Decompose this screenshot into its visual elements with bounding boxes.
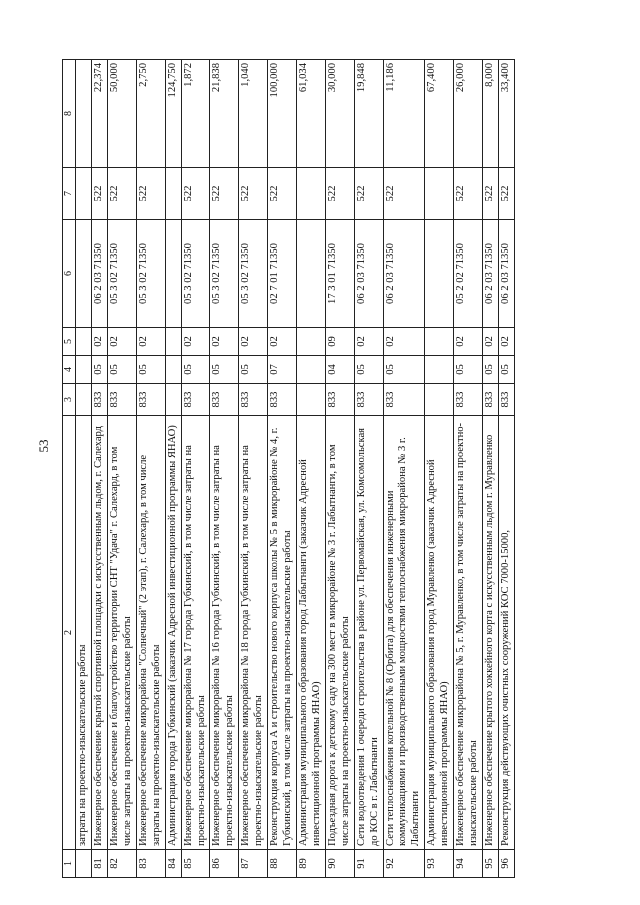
item-name-cell: Инженерное обеспечение микрорайона № 16 города Губкинский, в том числе затраты на проектно-изыскательские работы [210,416,239,850]
ministry-code-cell: 833 [483,384,499,416]
target-article-cell: 05 2 02 71350 [454,220,483,328]
subsection-code-cell [297,328,326,356]
row-number-cell: 94 [454,850,483,878]
header-cell: 1 [63,850,76,878]
amount-cell: 26,000 [454,60,483,168]
expense-type-cell [297,168,326,220]
amount-cell: 22,374 [92,60,108,168]
header-cell: 8 [63,60,76,168]
subsection-code-cell [425,328,454,356]
row-number-cell: 84 [165,850,181,878]
expense-type-cell: 522 [498,168,514,220]
ministry-code-cell: 833 [181,384,210,416]
subsection-code-cell: 09 [325,328,354,356]
subsection-code-cell: 02 [354,328,383,356]
section-code-cell [425,356,454,384]
expense-type-cell: 522 [136,168,165,220]
section-code-cell: 05 [181,356,210,384]
amount-cell: 33,400 [498,60,514,168]
row-number-cell: 89 [297,850,326,878]
expense-type-cell: 522 [108,168,137,220]
subsection-code-cell: 02 [268,328,297,356]
row-number-cell: 85 [181,850,210,878]
target-article-cell: 06 2 03 71350 [92,220,108,328]
empty-cell [76,384,92,416]
empty-cell [76,220,92,328]
empty-cell [76,356,92,384]
row-number-cell: 86 [210,850,239,878]
expense-type-cell: 522 [454,168,483,220]
item-name-cell: Реконструкция корпуса А и строительство нового корпуса школы № 5 в микрорайоне № 4, г. Губкинский, в том числе затраты на проектно-изыскательские работы [268,416,297,850]
expense-type-cell: 522 [325,168,354,220]
target-article-cell [165,220,181,328]
ministry-code-cell: 833 [108,384,137,416]
row-number-cell: 88 [268,850,297,878]
table-row [297,60,326,878]
row-number-cell: 90 [325,850,354,878]
subsection-code-cell: 02 [92,328,108,356]
subsection-code-cell: 02 [383,328,425,356]
target-article-cell [297,220,326,328]
target-article-cell: 05 3 02 71350 [181,220,210,328]
section-code-cell: 05 [92,356,108,384]
ministry-code-cell: 833 [268,384,297,416]
expense-type-cell: 522 [181,168,210,220]
item-name-cell: Инженерное обеспечение микрорайона № 5, г. Муравленко, в том числе затраты на проектно-изыскательские работы [454,416,483,850]
section-code-cell: 05 [383,356,425,384]
row-number-cell: 93 [425,850,454,878]
expense-type-cell [165,168,181,220]
target-article-cell: 06 2 03 71350 [383,220,425,328]
item-name-cell: Сети водоотведения 1 очереди строительства в районе ул. Первомайская, ул. Комсомольская до КОС в г. Лабытнанги [354,416,383,850]
table-row [383,60,425,878]
section-code-cell: 04 [325,356,354,384]
header-cell: 3 [63,384,76,416]
subsection-code-cell: 02 [498,328,514,356]
table-row [354,60,383,878]
section-code-cell: 05 [498,356,514,384]
section-code-cell: 05 [483,356,499,384]
item-name-cell: Инженерное обеспечение микрорайона № 17 города Губкинский, в том числе затраты на проектно-изыскательские работы [181,416,210,850]
section-code-cell: 07 [268,356,297,384]
item-name-cell: Подъездная дорога к детскому саду на 300 мест в микрорайоне № 3 г. Лабытнанги, в том числе затраты на проектно-изыскательские работы [325,416,354,850]
page-number: 53 [36,439,51,453]
ministry-code-cell: 833 [454,384,483,416]
ministry-code-cell: 833 [92,384,108,416]
ministry-code-cell: 833 [210,384,239,416]
section-code-cell: 05 [354,356,383,384]
amount-cell: 8,000 [483,60,499,168]
expense-type-cell: 522 [383,168,425,220]
ministry-code-cell [165,384,181,416]
expense-type-cell: 522 [210,168,239,220]
ministry-code-cell: 833 [383,384,425,416]
table-row [165,60,181,878]
header-cell: 2 [63,416,76,850]
table-row [483,60,499,878]
target-article-cell: 05 3 02 71350 [136,220,165,328]
expense-type-cell: 522 [268,168,297,220]
amount-cell: 124,750 [165,60,181,168]
amount-cell: 30,000 [325,60,354,168]
empty-cell [76,328,92,356]
item-name-cell: Инженерное обеспечение и благоустройство территории СНТ "Удача" г. Салехард, в том числе затраты на проектно-изыскательские работы [108,416,137,850]
ministry-code-cell: 833 [354,384,383,416]
subsection-code-cell: 02 [239,328,268,356]
section-code-cell: 05 [454,356,483,384]
expense-type-cell: 522 [92,168,108,220]
rotated-page-content [62,60,610,878]
target-article-cell: 17 3 01 71350 [325,220,354,328]
empty-cell [76,60,92,168]
item-name-cell: затраты на проектно-изыскательские работы [76,416,92,850]
table-row [108,60,137,878]
table-row [325,60,354,878]
amount-cell: 19,848 [354,60,383,168]
amount-cell: 1,040 [239,60,268,168]
table-row [268,60,297,878]
row-number-cell: 92 [383,850,425,878]
header-cell: 5 [63,328,76,356]
target-article-cell: 05 3 02 71350 [108,220,137,328]
table-row [425,60,454,878]
target-article-cell: 05 3 02 71350 [210,220,239,328]
row-number-cell: 91 [354,850,383,878]
table-row [498,60,514,878]
target-article-cell: 06 2 03 71350 [498,220,514,328]
expense-type-cell [425,168,454,220]
subsection-code-cell: 02 [108,328,137,356]
item-name-cell: Администрация муниципального образования город Лабытнанги (заказчик Адресной инвестиционной программы ЯНАО) [297,416,326,850]
expense-type-cell: 522 [483,168,499,220]
empty-cell [76,168,92,220]
table-row [210,60,239,878]
ministry-code-cell [297,384,326,416]
amount-cell: 11,186 [383,60,425,168]
amount-cell: 100,000 [268,60,297,168]
item-name-cell: Инженерное обеспечение микрорайона "Солнечный" (2 этап), г. Салехард, в том числе затраты на проектно-изыскательские работы [136,416,165,850]
item-name-cell: Инженерное обеспечение крытой спортивной площадки с искусственным льдом, г. Салехард [92,416,108,850]
target-article-cell: 02 7 01 71350 [268,220,297,328]
item-name-cell: Инженерное обеспечение крытого хоккейного корта с искусственным льдом г. Муравленко [483,416,499,850]
item-name-cell: Администрация муниципального образования город Муравленко (заказчик Адресной инвестиционной программы ЯНАО) [425,416,454,850]
ministry-code-cell: 833 [239,384,268,416]
ministry-code-cell: 833 [498,384,514,416]
subsection-code-cell [165,328,181,356]
amount-cell: 67,400 [425,60,454,168]
item-name-cell: Инженерное обеспечение микрорайона № 18 города Губкинский, в том числе затраты на проектно-изыскательские работы [239,416,268,850]
section-code-cell: 05 [239,356,268,384]
expense-type-cell: 522 [354,168,383,220]
subsection-code-cell: 02 [483,328,499,356]
section-code-cell [165,356,181,384]
row-number-cell: 82 [108,850,137,878]
section-code-cell [297,356,326,384]
row-number-cell: 96 [498,850,514,878]
expense-type-cell: 522 [239,168,268,220]
item-name-cell: Реконструкция действующих очистных сооружений КОС 7000-15000, [498,416,514,850]
table-row [181,60,210,878]
header-row [63,60,76,878]
target-article-cell: 06 2 03 71350 [483,220,499,328]
ministry-code-cell: 833 [325,384,354,416]
amount-cell: 50,000 [108,60,137,168]
target-article-cell: 06 2 03 71350 [354,220,383,328]
ministry-code-cell [425,384,454,416]
target-article-cell [425,220,454,328]
item-name-cell: Сети теплоснабжения котельной № 8 (Орбита) для обеспечения инженерными коммуникациями и производственными мощностями теплоснабжения микрорайона № 3 г. Лабытнанги [383,416,425,850]
subsection-code-cell: 02 [454,328,483,356]
section-code-cell: 05 [108,356,137,384]
budget-table [62,59,515,878]
item-name-cell: Администрация города Губкинский (заказчик Адресной инвестиционной программы ЯНАО) [165,416,181,850]
row-number-cell [76,850,92,878]
row-number-cell: 95 [483,850,499,878]
table-row [454,60,483,878]
amount-cell: 1,872 [181,60,210,168]
amount-cell: 2,750 [136,60,165,168]
header-cell: 4 [63,356,76,384]
subsection-code-cell: 02 [136,328,165,356]
header-cell: 7 [63,168,76,220]
section-code-cell: 05 [210,356,239,384]
header-cell: 6 [63,220,76,328]
table-row [136,60,165,878]
ministry-code-cell: 833 [136,384,165,416]
subsection-code-cell: 02 [210,328,239,356]
continuation-row [76,60,92,878]
row-number-cell: 83 [136,850,165,878]
row-number-cell: 81 [92,850,108,878]
section-code-cell: 05 [136,356,165,384]
amount-cell: 61,034 [297,60,326,168]
amount-cell: 21,838 [210,60,239,168]
row-number-cell: 87 [239,850,268,878]
subsection-code-cell: 02 [181,328,210,356]
target-article-cell: 05 3 02 71350 [239,220,268,328]
table-row [239,60,268,878]
table-row [92,60,108,878]
